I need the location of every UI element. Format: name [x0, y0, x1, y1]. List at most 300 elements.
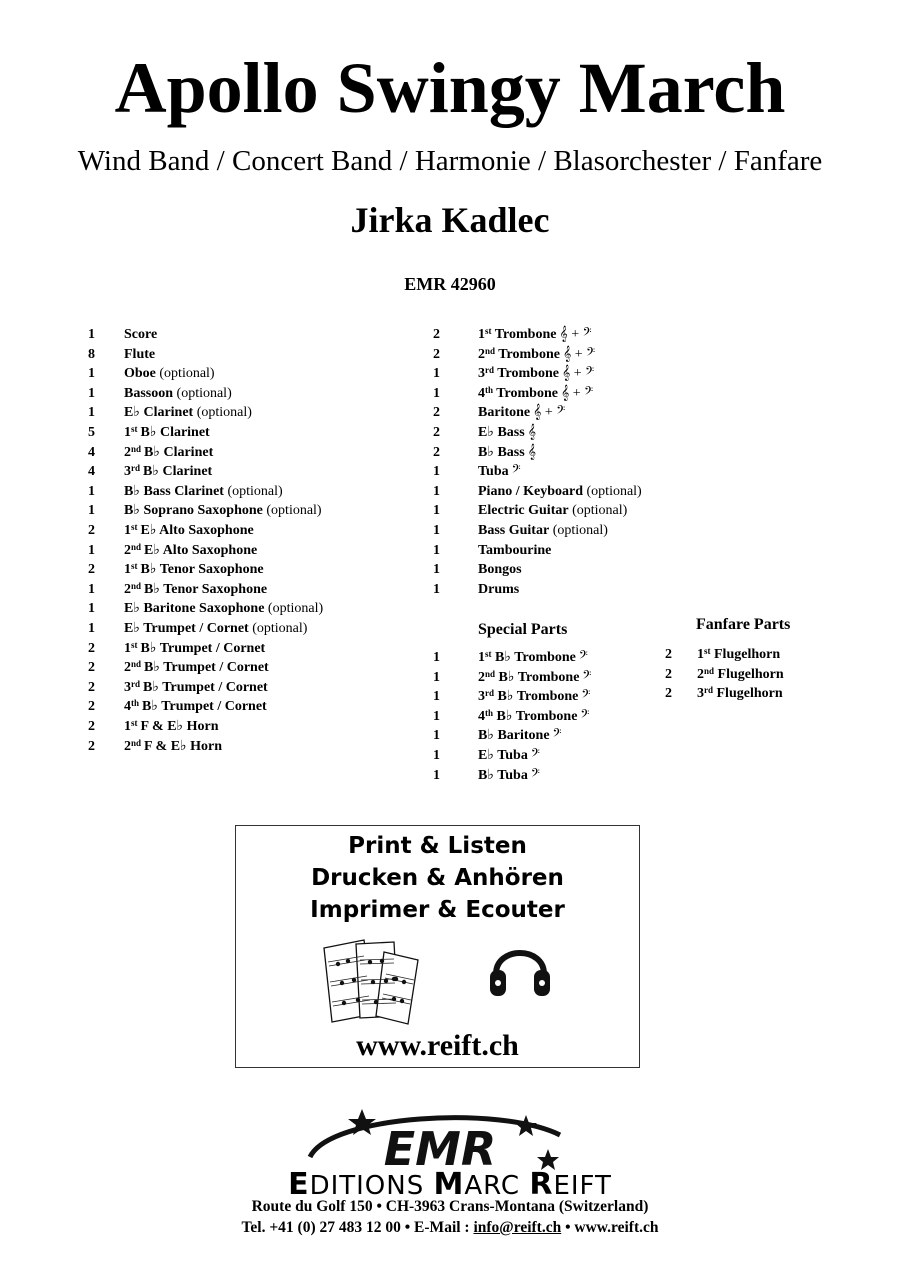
part-instrument: Trumpet / Cornet — [159, 660, 269, 676]
part-instrument: Trombone — [494, 366, 559, 382]
part-name — [478, 746, 540, 766]
part-ordinal: rd — [704, 685, 713, 696]
part-name — [124, 697, 267, 717]
part-quantity: 2 — [665, 647, 672, 662]
part-name — [478, 648, 588, 668]
part-optional: (optional) — [173, 385, 232, 401]
part-row — [433, 384, 693, 404]
part-prefix: 1 — [124, 719, 131, 734]
part-row — [433, 325, 693, 345]
part-quantity: 1 — [433, 581, 440, 597]
part-row — [88, 364, 348, 384]
part-name — [124, 599, 323, 619]
clef-icon: 𝄞 + 𝄢 — [533, 405, 566, 421]
part-prefix: 1 — [124, 562, 131, 578]
part-row — [88, 443, 348, 463]
part-quantity: 5 — [88, 425, 95, 440]
emr-logo-icon — [300, 1105, 580, 1173]
part-quantity: 2 — [88, 738, 95, 754]
part-name — [124, 717, 219, 737]
part-row — [88, 384, 348, 404]
part-quantity: 1 — [433, 562, 440, 578]
part-ordinal: nd — [485, 345, 496, 356]
part-quantity: 2 — [433, 444, 440, 460]
part-row — [433, 707, 693, 727]
part-instrument: Flugelhorn — [713, 686, 783, 702]
part-key: F & E♭ — [144, 738, 187, 754]
part-row — [433, 364, 693, 384]
part-name — [478, 580, 519, 600]
part-quantity: 1 — [433, 503, 440, 519]
part-instrument: B♭ Trombone — [494, 689, 579, 705]
part-instrument: Bass Clarinet — [139, 483, 224, 499]
part-name — [478, 560, 522, 580]
part-ordinal: st — [131, 561, 138, 572]
clef-icon: 𝄞 + 𝄢 — [562, 346, 596, 362]
part-quantity: 1 — [433, 748, 440, 763]
part-row — [433, 443, 693, 463]
part-row — [433, 648, 693, 668]
part-prefix: E — [124, 601, 134, 617]
part-instrument: Oboe — [124, 366, 156, 382]
part-quantity: 1 — [88, 542, 95, 558]
part-instrument: Electric Guitar — [478, 503, 569, 519]
part-instrument: Trombone — [491, 327, 557, 342]
part-quantity: 1 — [433, 385, 440, 401]
part-name — [697, 684, 783, 704]
part-row — [433, 766, 693, 786]
part-name — [124, 619, 307, 639]
part-ordinal: th — [485, 384, 494, 395]
part-name — [478, 364, 594, 384]
part-key: ♭ — [133, 621, 140, 636]
part-row — [88, 639, 348, 659]
special-parts-heading: Special Parts — [478, 621, 568, 638]
part-quantity: 2 — [433, 405, 440, 421]
part-name — [478, 384, 593, 404]
part-instrument: Flugelhorn — [714, 666, 784, 682]
clef-icon: 𝄞 + 𝄢 — [559, 327, 592, 342]
part-ordinal: st — [131, 424, 138, 434]
part-quantity: 1 — [88, 621, 95, 636]
part-row — [433, 423, 693, 443]
part-ordinal: st — [131, 522, 138, 532]
part-optional: (optional) — [264, 601, 324, 617]
part-row — [88, 423, 348, 443]
part-prefix: 3 — [697, 686, 704, 702]
part-prefix: 3 — [478, 689, 485, 705]
ensemble-subtitle: Wind Band / Concert Band / Harmonie / Blasorchester / Fanfare — [77, 145, 823, 177]
part-instrument: Horn — [183, 719, 219, 734]
part-row — [433, 687, 693, 707]
part-row — [88, 345, 348, 365]
part-prefix: B♭ — [478, 444, 494, 460]
part-prefix: E — [124, 405, 134, 421]
part-quantity: 1 — [88, 405, 95, 421]
clef-icon: 𝄢 — [530, 767, 540, 783]
part-optional: (optional) — [155, 366, 215, 382]
part-row — [88, 541, 348, 561]
part-prefix: 4 — [478, 385, 485, 401]
part-row — [88, 580, 348, 600]
part-instrument: Flute — [124, 346, 156, 362]
part-quantity: 1 — [88, 385, 95, 401]
part-name — [478, 482, 642, 502]
part-name — [124, 541, 257, 561]
part-prefix: 1 — [697, 647, 704, 662]
part-prefix: 1 — [124, 640, 131, 656]
part-instrument: B♭ Baritone — [478, 728, 550, 744]
part-optional: (optional) — [223, 483, 283, 499]
part-key: B♭ — [144, 444, 160, 460]
part-ordinal: st — [704, 646, 711, 656]
part-quantity: 1 — [433, 483, 440, 499]
part-ordinal: nd — [131, 443, 142, 454]
part-instrument: Bass Guitar — [478, 523, 550, 538]
part-key: ♭ — [133, 405, 140, 421]
part-instrument: Flugelhorn — [710, 647, 781, 662]
part-name — [478, 726, 562, 746]
part-row — [433, 541, 693, 561]
part-row — [433, 462, 693, 482]
clef-icon: 𝄢 — [511, 464, 521, 480]
part-name — [124, 384, 232, 404]
part-row — [433, 668, 693, 688]
part-prefix: 2 — [478, 346, 485, 362]
part-instrument: Score — [124, 327, 158, 342]
part-name — [478, 403, 565, 423]
part-optional: (optional) — [583, 483, 642, 499]
clef-icon: 𝄢 — [578, 650, 588, 665]
clef-icon: 𝄢 — [582, 669, 592, 685]
part-name — [124, 521, 254, 541]
part-optional: (optional) — [549, 523, 608, 538]
part-key: B♭ — [144, 581, 160, 597]
catalog-number: EMR 42960 — [404, 274, 496, 294]
part-prefix: 2 — [124, 738, 131, 754]
part-key: B♭ — [140, 640, 157, 656]
clef-icon: 𝄢 — [530, 748, 540, 763]
promo-url-link[interactable]: www.reift.ch — [356, 1029, 519, 1062]
part-prefix: 4 — [124, 699, 131, 715]
part-row — [665, 665, 900, 685]
part-quantity: 2 — [433, 346, 440, 362]
part-quantity: 4 — [88, 464, 95, 480]
part-quantity: 2 — [665, 666, 672, 682]
part-instrument: Trumpet / Cornet — [158, 679, 268, 695]
part-prefix: 1 — [478, 650, 485, 665]
part-row — [88, 737, 348, 757]
part-ordinal: rd — [485, 365, 494, 376]
part-name — [124, 737, 222, 757]
part-row — [88, 560, 348, 580]
part-instrument: Tuba — [478, 464, 509, 480]
part-name — [478, 423, 536, 443]
part-row — [88, 482, 348, 502]
part-name — [124, 580, 267, 600]
part-prefix: 2 — [478, 669, 485, 685]
part-instrument: Trumpet / Cornet — [156, 640, 266, 656]
part-instrument: Trumpet / Cornet — [157, 699, 267, 715]
part-ordinal: rd — [131, 678, 140, 689]
part-quantity: 4 — [88, 444, 95, 460]
piece-title: Apollo Swingy March — [114, 48, 786, 128]
part-quantity: 2 — [88, 640, 95, 656]
part-quantity: 2 — [433, 425, 440, 440]
part-row — [433, 482, 693, 502]
part-name — [124, 403, 252, 423]
part-key: ♭ — [133, 503, 140, 519]
part-quantity: 1 — [433, 728, 440, 744]
part-name — [124, 325, 157, 345]
part-quantity: 1 — [433, 650, 440, 665]
part-key: B♭ — [140, 562, 157, 578]
part-name — [124, 364, 215, 384]
part-key: B♭ — [143, 464, 159, 480]
part-name — [478, 541, 551, 561]
part-quantity: 2 — [88, 699, 95, 715]
part-instrument: Horn — [186, 738, 223, 754]
part-instrument: Tenor Saxophone — [159, 581, 268, 597]
part-instrument: Trumpet / Cornet — [139, 621, 249, 636]
part-name — [697, 665, 784, 685]
part-row — [433, 580, 693, 600]
part-instrument: Bongos — [478, 562, 522, 578]
part-key: ♭ — [133, 601, 140, 617]
part-name — [478, 345, 595, 365]
part-instrument: Soprano Saxophone — [139, 503, 263, 519]
part-row — [88, 521, 348, 541]
part-ordinal: nd — [704, 665, 715, 676]
part-row — [88, 403, 348, 423]
part-name — [124, 345, 155, 365]
part-quantity: 1 — [433, 464, 440, 480]
part-instrument: Bass — [493, 444, 525, 460]
part-prefix: E♭ — [478, 425, 494, 440]
part-prefix: 1 — [124, 523, 131, 538]
part-prefix: 1 — [478, 327, 485, 342]
box-line-english: Print & Listen — [348, 833, 527, 859]
part-quantity: 1 — [88, 366, 95, 382]
part-quantity: 1 — [433, 689, 440, 705]
composer-name: Jirka Kadlec — [350, 200, 550, 240]
sheet-music-icon — [318, 934, 428, 1026]
part-name — [478, 687, 590, 707]
part-ordinal: st — [131, 718, 138, 728]
part-name — [124, 443, 213, 463]
part-name — [124, 423, 210, 443]
part-row — [433, 746, 693, 766]
part-instrument: Tenor Saxophone — [156, 562, 264, 578]
part-row — [88, 599, 348, 619]
part-optional: (optional) — [568, 503, 628, 519]
part-row — [665, 684, 900, 704]
part-row — [433, 560, 693, 580]
part-quantity: 2 — [88, 719, 95, 734]
clef-icon: 𝄢 — [580, 708, 590, 724]
part-prefix: 2 — [124, 444, 131, 460]
part-quantity: 1 — [88, 483, 95, 499]
part-quantity: 2 — [88, 679, 95, 695]
part-prefix: 1 — [124, 425, 131, 440]
part-key: B♭ — [144, 660, 160, 676]
part-ordinal: st — [485, 649, 492, 659]
part-ordinal: nd — [131, 737, 142, 748]
part-name — [697, 645, 780, 665]
print-listen-box[interactable] — [235, 825, 640, 1068]
part-quantity: 1 — [433, 669, 440, 685]
part-instrument: B♭ Tuba — [478, 767, 528, 783]
publisher-initial-r: R — [529, 1167, 554, 1202]
part-instrument: Alto Saxophone — [156, 523, 254, 538]
part-name — [478, 766, 540, 786]
publisher-initial-e: E — [288, 1167, 310, 1202]
part-prefix: B — [124, 503, 134, 519]
clef-icon: 𝄢 — [552, 728, 562, 744]
part-name — [478, 707, 589, 727]
part-ordinal: nd — [131, 659, 142, 670]
part-quantity: 2 — [88, 562, 95, 578]
part-instrument: Clarinet — [158, 464, 213, 480]
part-quantity: 2 — [88, 523, 95, 538]
part-name — [478, 443, 536, 463]
part-row — [88, 678, 348, 698]
part-row — [433, 345, 693, 365]
part-instrument: Tambourine — [478, 542, 552, 558]
clef-icon: 𝄞 + 𝄢 — [561, 366, 595, 382]
part-instrument: Alto Saxophone — [159, 542, 258, 558]
part-prefix: B — [124, 483, 134, 499]
part-key: E♭ — [140, 523, 157, 538]
emr-logo-text: EMR — [383, 1122, 497, 1173]
part-prefix: 2 — [124, 542, 131, 558]
part-quantity: 1 — [433, 542, 440, 558]
clef-icon: 𝄞 — [527, 425, 536, 440]
contact-email-link[interactable]: info@reift.ch — [473, 1219, 562, 1236]
publisher-initial-m: M — [433, 1167, 465, 1202]
part-prefix: 2 — [697, 666, 704, 682]
part-key: B♭ — [142, 699, 158, 715]
part-quantity: 2 — [665, 686, 672, 702]
publisher-part-1: DITIONS — [309, 1171, 434, 1201]
part-name — [478, 325, 592, 345]
part-quantity: 1 — [88, 503, 95, 519]
part-quantity: 1 — [88, 581, 95, 597]
clef-icon: 𝄞 + 𝄢 — [560, 385, 594, 401]
part-prefix: 3 — [124, 679, 131, 695]
part-optional: (optional) — [193, 405, 252, 421]
part-instrument: Clarinet — [139, 405, 194, 421]
part-prefix: 3 — [124, 464, 131, 480]
part-quantity: 1 — [433, 767, 440, 783]
part-ordinal: rd — [485, 688, 494, 699]
part-name — [478, 462, 521, 482]
part-instrument: E♭ Tuba — [478, 748, 528, 763]
part-instrument: Clarinet — [159, 444, 214, 460]
clef-icon: 𝄞 — [527, 444, 536, 460]
fanfare-parts-heading: Fanfare Parts — [696, 616, 791, 633]
part-key: E♭ — [144, 542, 160, 558]
part-key: B♭ — [143, 679, 159, 695]
part-quantity: 2 — [433, 327, 440, 342]
part-instrument: Bass — [493, 425, 525, 440]
part-name — [124, 639, 265, 659]
part-ordinal: nd — [485, 668, 496, 679]
part-row — [433, 521, 693, 541]
part-instrument: B♭ Trombone — [491, 650, 576, 665]
part-quantity: 1 — [88, 601, 95, 617]
part-name — [124, 482, 283, 502]
part-instrument: Piano / Keyboard — [478, 483, 584, 499]
part-name — [124, 501, 322, 521]
part-name — [478, 668, 591, 688]
part-row — [88, 462, 348, 482]
headphones-icon — [488, 934, 552, 1000]
box-line-german: Drucken & Anhören — [311, 865, 564, 891]
part-name — [124, 678, 268, 698]
part-ordinal: nd — [131, 541, 142, 552]
part-quantity: 1 — [88, 327, 95, 342]
part-prefix: E — [124, 621, 134, 636]
part-row — [433, 403, 693, 423]
box-line-french: Imprimer & Ecouter — [310, 897, 565, 923]
part-row — [88, 658, 348, 678]
part-row — [88, 501, 348, 521]
part-instrument: Drums — [478, 581, 520, 597]
part-ordinal: th — [131, 698, 140, 709]
part-ordinal: st — [131, 639, 138, 650]
part-name — [478, 521, 608, 541]
part-prefix: 3 — [478, 366, 485, 382]
part-key: B♭ — [140, 425, 157, 440]
publisher-part-3: EIFT — [553, 1171, 612, 1201]
part-prefix: 4 — [478, 708, 485, 724]
part-prefix: 2 — [124, 581, 131, 597]
clef-icon: 𝄢 — [581, 689, 591, 705]
part-row — [88, 619, 348, 639]
part-instrument: Trombone — [493, 385, 558, 401]
contact-phone: Tel. +41 (0) 27 483 12 00 • E-Mail : — [241, 1219, 474, 1236]
part-instrument: Bassoon — [124, 385, 174, 401]
part-row — [665, 645, 900, 665]
part-quantity: 1 — [433, 523, 440, 538]
publisher-contact — [0, 1218, 900, 1238]
part-instrument: Clarinet — [156, 425, 210, 440]
part-prefix: 2 — [124, 660, 131, 676]
part-ordinal: rd — [131, 463, 140, 474]
part-optional: (optional) — [262, 503, 322, 519]
part-row — [88, 325, 348, 345]
part-row — [433, 726, 693, 746]
part-row — [433, 501, 693, 521]
part-quantity: 8 — [88, 346, 95, 362]
part-quantity: 2 — [88, 660, 95, 676]
part-ordinal: th — [485, 707, 494, 718]
publisher-part-2: ARC — [464, 1171, 530, 1201]
part-instrument: B♭ Trombone — [493, 708, 578, 724]
part-ordinal: nd — [131, 580, 142, 591]
part-quantity: 1 — [433, 708, 440, 724]
part-instrument: Baritone Saxophone — [139, 601, 265, 617]
part-quantity: 1 — [433, 366, 440, 382]
part-instrument: B♭ Trombone — [495, 669, 580, 685]
part-name — [124, 462, 212, 482]
part-name — [478, 501, 627, 521]
part-instrument: Trombone — [495, 346, 560, 362]
part-instrument: Baritone — [478, 405, 531, 421]
part-optional: (optional) — [248, 621, 308, 636]
part-name — [124, 658, 269, 678]
